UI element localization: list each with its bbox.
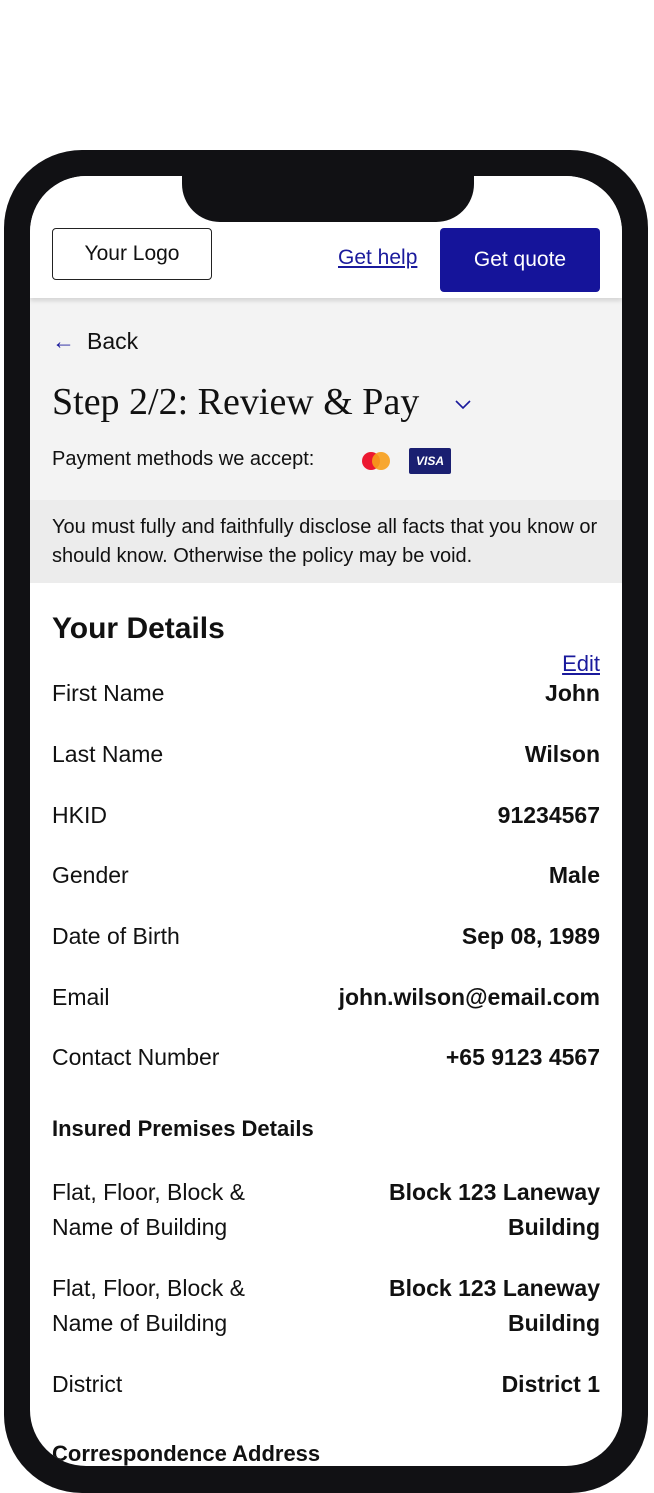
logo[interactable]: Your Logo <box>52 228 212 280</box>
disclaimer-banner <box>30 500 622 583</box>
get-quote-button[interactable]: Get quote <box>440 228 600 292</box>
visa-icon: VISA <box>409 448 451 474</box>
value-line: Building <box>508 1310 600 1336</box>
value-line: Block 123 Laneway <box>389 1275 600 1301</box>
edit-link[interactable]: Edit <box>562 651 600 676</box>
detail-label: Last Name <box>52 741 164 767</box>
back-link[interactable] <box>52 328 138 355</box>
detail-value <box>389 1175 600 1245</box>
mastercard-icon <box>360 450 392 472</box>
detail-label: First Name <box>52 680 165 706</box>
phone-notch <box>182 176 474 222</box>
premises-row-building-1 <box>52 1175 600 1245</box>
step-title: Step 2/2: Review & Pay <box>52 381 420 423</box>
your-details-title: Your Details <box>52 612 225 645</box>
label-line: Name of Building <box>52 1310 228 1336</box>
label-line: Flat, Floor, Block & <box>52 1275 246 1301</box>
detail-label: Gender <box>52 862 129 888</box>
detail-value: Wilson <box>524 741 600 767</box>
detail-value: John <box>545 680 600 706</box>
detail-value: john.wilson@email.com <box>338 984 600 1010</box>
disclaimer-text: You must fully and faithfully disclose all facts that you know or should know. Otherwise the policy may be void. <box>52 516 598 567</box>
detail-value: District 1 <box>501 1371 600 1397</box>
detail-label: Date of Birth <box>52 923 180 949</box>
detail-value: Sep 08, 1989 <box>461 923 600 949</box>
detail-value: +65 9123 4567 <box>445 1044 600 1070</box>
value-line: Building <box>508 1214 600 1240</box>
back-label: Back <box>87 328 139 354</box>
detail-label <box>52 1175 245 1245</box>
value-line: Block 123 Laneway <box>389 1179 600 1205</box>
phone-screen <box>30 176 622 1466</box>
correspondence-address-title: Correspondence Address <box>52 1441 321 1466</box>
detail-label <box>52 1271 245 1341</box>
detail-value: Male <box>548 862 600 888</box>
detail-label: HKID <box>52 802 107 828</box>
get-help-link[interactable]: Get help <box>338 246 418 269</box>
arrow-left-icon: ← <box>52 328 75 354</box>
insured-premises-title: Insured Premises Details <box>52 1116 314 1141</box>
payment-methods-label: Payment methods we accept: <box>52 448 315 470</box>
detail-label: Contact Number <box>52 1044 220 1070</box>
detail-value: 91234567 <box>497 802 600 828</box>
detail-label: Email <box>52 984 110 1010</box>
premises-row-building-2 <box>52 1271 600 1341</box>
detail-value <box>389 1271 600 1341</box>
label-line: Flat, Floor, Block & <box>52 1179 246 1205</box>
chevron-down-icon[interactable] <box>455 396 471 412</box>
detail-label: District <box>52 1371 123 1397</box>
label-line: Name of Building <box>52 1214 228 1240</box>
